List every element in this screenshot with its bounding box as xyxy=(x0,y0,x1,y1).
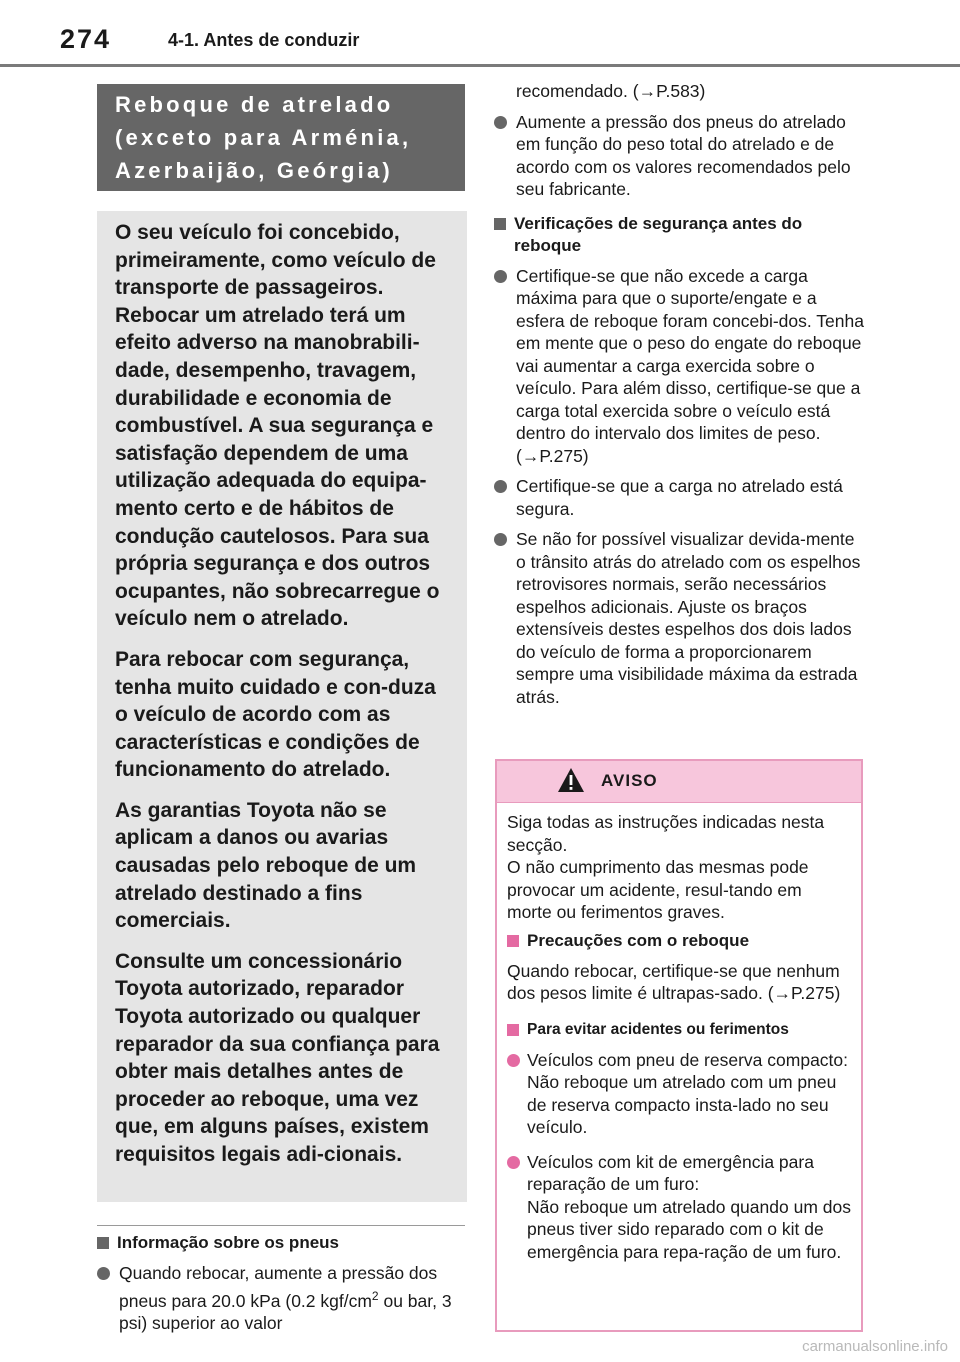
towing-precautions-text: Quando rebocar, certifique-se que nenhum dos pesos limite é ultrapas-sado. (→P.275) xyxy=(507,960,841,1003)
tire-info-bullet: Quando rebocar, aumente a pressão dos pneus para 20.0 kPa (0.2 kgf/$cm^2$ ou bar, 3 psi) superior ao valor xyxy=(97,1262,475,1334)
intro-paragraph: Para rebocar com segurança, tenha muito cuidado e con-duza o veículo de acordo com as características e condições de funcionamento do atrelado. xyxy=(115,647,436,782)
round-bullet-icon xyxy=(494,533,507,546)
intro-paragraph: O seu veículo foi concebido, primeiramente, como veículo de transporte de passageiros. Rebocar um atrelado terá um efeito adverso na manobrabili-dade, desempenho, travagem, durabilidade e economia de combustível. A sua segurança e satisfação dependem de uma utilização adequada do equipa-mento certo e de hábitos de condução cautelosos. Para sua própria segurança e dos outros ocupantes, não sobrecarregue o veículo nem o atrelado. xyxy=(115,221,440,631)
safety-checks-heading: Verificações de segurança antes do reboque xyxy=(494,213,866,257)
page-number: 274 xyxy=(60,24,112,54)
warning-bullet: Veículos com pneu de reserva compacto: Não reboque um atrelado com um pneu de reserva compacto insta-lado no seu veículo. xyxy=(507,1049,851,1139)
warning-intro: Siga todas as instruções indicadas nesta secção. xyxy=(507,812,825,855)
intro-paragraph: As garantias Toyota não se aplicam a danos ou avarias causadas pelo reboque de um atrelado destinado a fins comerciais. xyxy=(115,798,417,933)
title-line-1: Reboque de atrelado xyxy=(115,92,394,117)
round-bullet-icon xyxy=(507,1054,520,1067)
tire-info-bullet-continued: recomendado. (→P.583) xyxy=(516,81,706,101)
towing-precautions-heading: Precauções com o reboque xyxy=(507,930,851,952)
warning-header xyxy=(497,761,861,803)
warning-triangle-icon xyxy=(557,767,585,793)
tire-info-heading: Informação sobre os pneus xyxy=(97,1232,475,1254)
warning-label: AVISO xyxy=(601,771,658,790)
header-divider xyxy=(0,64,960,67)
round-bullet-icon xyxy=(494,480,507,493)
avoid-accidents-heading: Para evitar acidentes ou ferimentos xyxy=(507,1019,851,1041)
section-divider xyxy=(97,1225,465,1226)
square-bullet-icon xyxy=(507,1024,519,1036)
tire-info-bullet: Aumente a pressão dos pneus do atrelado em função do peso total do atrelado e de acordo com os valores recomendados pelo seu fabricante. xyxy=(494,111,866,201)
square-bullet-icon xyxy=(507,935,519,947)
safety-check-bullet: Se não for possível visualizar devida-mente o trânsito atrás do atrelado com os espelhos retrovisores normais, serão necessários espelhos adicionais. Ajuste os braços extensíveis destes espelhos dos dois lados do veículo de forma a proporcionarem sempre uma visibilidade máxima da estrada atrás. xyxy=(494,528,866,708)
right-column xyxy=(494,80,866,716)
tire-info-section xyxy=(97,1232,475,1342)
intro-paragraph: Consulte um concessionário Toyota autorizado, reparador Toyota autorizado ou qualquer reparador da sua confiança para obter mais detalhes antes de proceder ao reboque, uma vez que, em alguns países, existem requisitos legais adi-cionais. xyxy=(115,949,440,1166)
round-bullet-icon xyxy=(494,116,507,129)
watermark: carmanualsonline.info xyxy=(802,1338,948,1355)
intro-box xyxy=(97,211,467,1202)
section-title: 4-1. Antes de conduzir xyxy=(168,30,360,50)
title-line-2: (exceto para Arménia, xyxy=(115,125,412,150)
safety-check-bullet: Certifique-se que a carga no atrelado está segura. xyxy=(494,475,866,520)
warning-body xyxy=(497,803,861,1263)
round-bullet-icon xyxy=(507,1156,520,1169)
square-bullet-icon xyxy=(97,1237,109,1249)
round-bullet-icon xyxy=(97,1267,110,1280)
warning-intro: O não cumprimento das mesmas pode provocar um acidente, resul-tando em morte ou ferimentos graves. xyxy=(507,857,809,922)
square-bullet-icon xyxy=(494,218,506,230)
page-header xyxy=(0,0,960,68)
safety-check-bullet: Certifique-se que não excede a carga máxima para que o suporte/engate e a esfera de reboque foram concebi-dos. Tenha em mente que o peso do engate do reboque vai aumentar a carga exercida sobre o veículo. Para além disso, certifique-se que a carga total exercida sobre o veículo está dentro do intervalo dos limites de peso. (→P.275) xyxy=(494,265,866,468)
warning-box xyxy=(495,759,863,1332)
title-line-3: Azerbaijão, Geórgia) xyxy=(115,158,393,183)
warning-bullet: Veículos com kit de emergência para reparação de um furo: Não reboque um atrelado quando um dos pneus tiver sido reparado com o kit de emergência para repa-ração de um furo. xyxy=(507,1151,851,1264)
round-bullet-icon xyxy=(494,270,507,283)
chapter-title-box xyxy=(97,84,465,191)
